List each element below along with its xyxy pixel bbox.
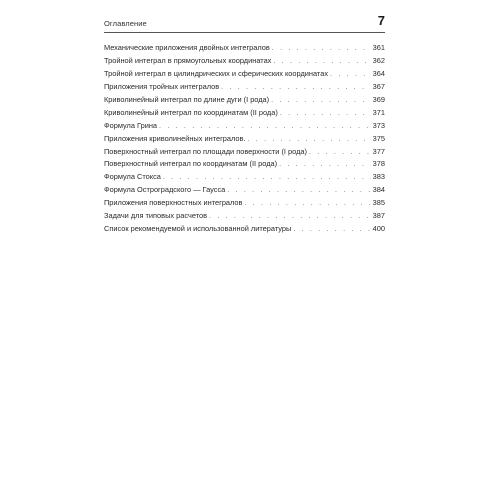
- toc-entry-line-integral-first-kind: [104, 94, 385, 107]
- table-of-contents: [104, 42, 385, 236]
- toc-entry-page: 367: [372, 81, 385, 91]
- toc-dot-leader: [330, 69, 371, 81]
- toc-entry-page: 384: [372, 185, 385, 195]
- toc-entry-surface-integral-first-kind: [104, 146, 385, 159]
- toc-entry-page: 385: [372, 198, 385, 208]
- toc-entry-green-formula: [104, 120, 385, 133]
- toc-entry-page: 371: [372, 107, 385, 117]
- toc-entry-triple-rectangular: [104, 55, 385, 68]
- header-title: Оглавление: [104, 19, 147, 28]
- toc-entry-title: Поверхностный интеграл по координатам (II рода): [104, 159, 278, 169]
- toc-entry-page: 378: [372, 159, 385, 169]
- toc-entry-triple-applications: [104, 81, 385, 94]
- toc-entry-title: Механические приложения двойных интегралов: [104, 43, 270, 52]
- toc-entry-typical-problems: [104, 210, 385, 223]
- toc-dot-leader: [163, 172, 371, 184]
- toc-entry-page: 364: [372, 68, 385, 78]
- toc-entry-title: Тройной интеграл в прямоугольных координатах: [104, 55, 272, 65]
- toc-entry-line-integral-applications: [104, 133, 385, 146]
- toc-entry-title: Задачи для типовых расчетов: [104, 211, 208, 221]
- toc-dot-leader: [209, 211, 371, 223]
- toc-dot-leader: [159, 121, 371, 133]
- toc-entry-page: 377: [372, 146, 385, 156]
- toc-dot-leader: [244, 198, 370, 210]
- toc-entry-line-integral-second-kind: [104, 107, 385, 120]
- toc-entry-stokes-formula: [104, 171, 385, 184]
- toc-entry-surface-integral-applications: [104, 197, 385, 210]
- toc-entry-title: Приложения тройных интегралов: [104, 81, 220, 91]
- toc-entry-title: Тройной интеграл в цилиндрических и сферических координатах: [104, 68, 329, 78]
- toc-entry-title: Формула Стокса: [104, 172, 161, 182]
- toc-entry-page: 375: [372, 133, 385, 143]
- toc-dot-leader: [271, 95, 371, 107]
- toc-entry-mechanical-double-integrals: [104, 42, 385, 55]
- toc-entry-page: 373: [372, 120, 385, 130]
- toc-entry-title: Поверхностный интеграл по площади поверхности (I рода): [104, 146, 307, 156]
- toc-entry-surface-integral-second-kind: [104, 158, 385, 171]
- toc-entry-title: Список рекомендуемой и использованной литературы: [104, 224, 292, 234]
- toc-dot-leader: [273, 56, 370, 68]
- toc-entry-title: Криволинейный интеграл по длине дуги (I рода): [104, 94, 270, 104]
- toc-entry-title: Приложения криволинейных интегралов.: [104, 133, 246, 143]
- toc-entry-page: 361: [372, 43, 385, 52]
- toc-dot-leader: [309, 147, 371, 159]
- toc-entry-title: Формула Грина: [104, 120, 158, 130]
- toc-entry-bibliography: [104, 223, 385, 236]
- toc-entry-title: Формула Остроградского — Гаусса: [104, 185, 226, 195]
- toc-entry-page: 362: [372, 55, 385, 65]
- toc-entry-page: 369: [372, 94, 385, 104]
- toc-entry-page: 383: [372, 172, 385, 182]
- running-header: [104, 14, 385, 33]
- toc-entry-page: 387: [372, 211, 385, 221]
- toc-entry-ostrogradsky-gauss-formula: [104, 184, 385, 197]
- toc-entry-page: 400: [372, 224, 385, 234]
- toc-dot-leader: [293, 224, 370, 236]
- toc-entry-title: Криволинейный интеграл по координатам (II рода): [104, 107, 278, 117]
- toc-dot-leader: [279, 159, 371, 171]
- page-number: 7: [377, 13, 385, 28]
- toc-entry-triple-cylindrical-spherical: [104, 68, 385, 81]
- toc-dot-leader: [227, 185, 370, 197]
- toc-dot-leader: [280, 108, 371, 120]
- toc-dot-leader: [247, 134, 370, 146]
- toc-dot-leader: [221, 82, 371, 94]
- toc-dot-leader: [272, 43, 371, 55]
- toc-entry-title: Приложения поверхностных интегралов: [104, 198, 243, 208]
